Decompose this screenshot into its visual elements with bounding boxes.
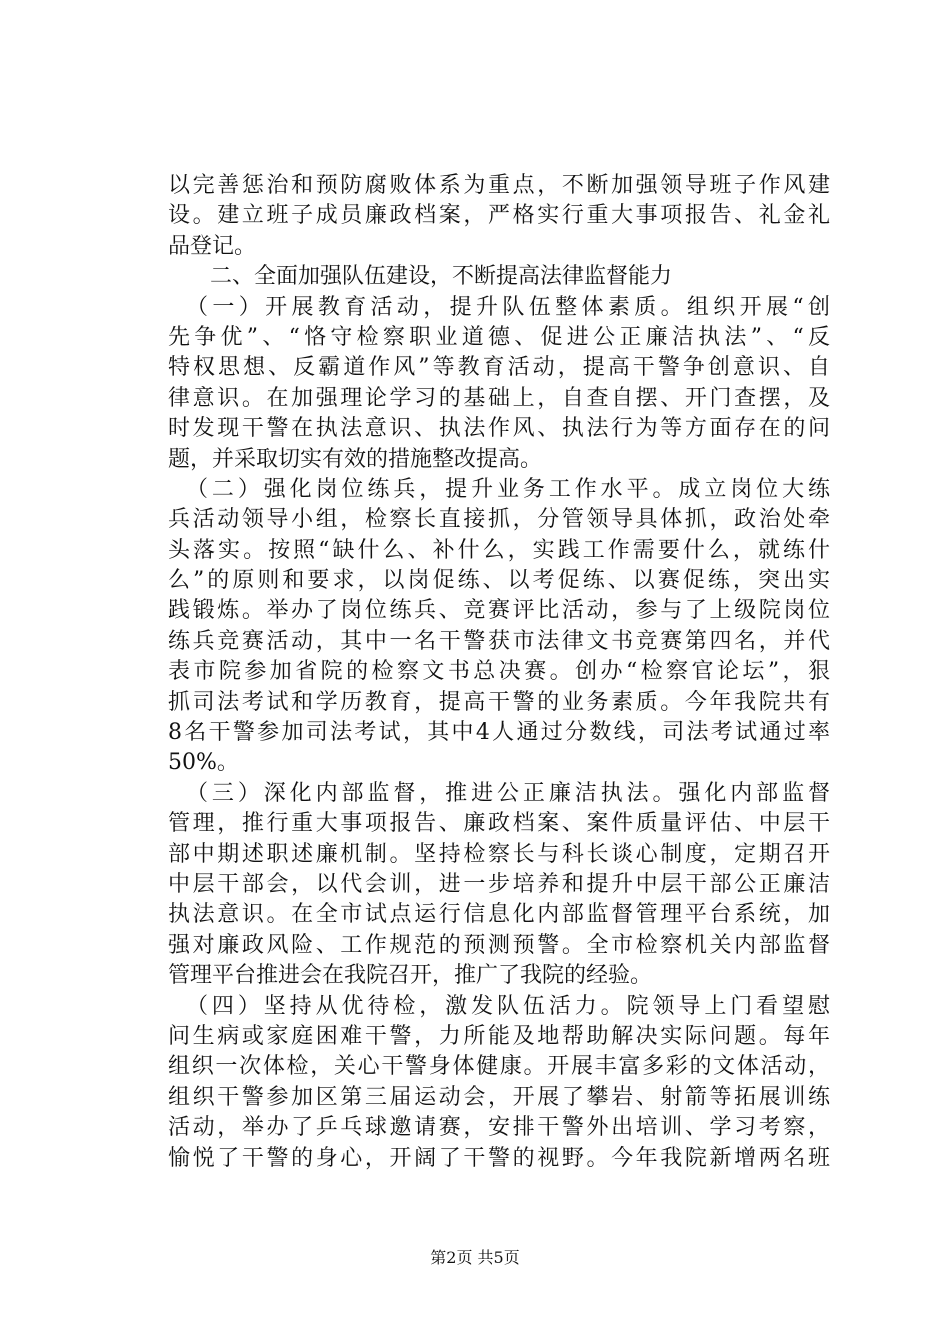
paragraph-line: 管理平台推进会在我院召开，推广了我院的经验。 — [168, 963, 653, 989]
paragraph-line: 题，并采取切实有效的措施整改提高。 — [168, 446, 543, 472]
paragraph-line: 设。建立班子成员廉政档案，严格实行重大事项报告、礼金礼 — [168, 203, 830, 229]
paragraph-line: 活动，举办了乒乓球邀请赛，安排干警外出培训、学习考察， — [168, 1115, 830, 1141]
paragraph-line: 练兵竞赛活动，其中一名干警获市法律文书竞赛第四名，并代 — [168, 628, 830, 654]
paragraph-line: （四）坚持从优待检，激发队伍活力。院领导上门看望慰 — [186, 993, 830, 1019]
paragraph-line: 管理，推行重大事项报告、廉政档案、案件质量评估、中层干 — [168, 811, 830, 837]
paragraph-line: 品登记。 — [168, 233, 257, 259]
section-heading: 二、全面加强队伍建设，不断提高法律监督能力 — [210, 264, 673, 290]
paragraph-line: 部中期述职述廉机制。坚持检察长与科长谈心制度，定期召开 — [168, 841, 830, 867]
paragraph-line: 践锻炼。举办了岗位练兵、竞赛评比活动，参与了上级院岗位 — [168, 598, 830, 624]
page-number-footer: 第2页 共5页 — [430, 1248, 520, 1267]
paragraph-line: 中层干部会，以代会训，进一步培养和提升中层干部公正廉洁 — [168, 871, 830, 897]
paragraph-line: 执法意识。在全市试点运行信息化内部监督管理平台系统，加 — [168, 902, 830, 928]
paragraph-line: 先争优”、“恪守检察职业道德、促进公正廉洁执法”、“反 — [168, 324, 830, 350]
paragraph-line: 律意识。在加强理论学习的基础上，自查自摆、开门查摆，及 — [168, 385, 830, 411]
paragraph-line: 时发现干警在执法意识、执法作风、执法行为等方面存在的问 — [168, 416, 830, 442]
paragraph-line: 表市院参加省院的检察文书总决赛。创办“检察官论坛”，狠 — [168, 659, 830, 685]
paragraph-line: （一）开展教育活动，提升队伍整体素质。组织开展“创 — [186, 294, 830, 320]
document-body — [168, 171, 830, 1174]
paragraph-line: 组织一次体检，关心干警身体健康。开展丰富多彩的文体活动， — [168, 1054, 830, 1080]
paragraph-line: 50%。 — [168, 750, 239, 776]
paragraph-line: 头落实。按照“缺什么、补什么，实践工作需要什么，就练什 — [168, 537, 830, 563]
paragraph-line: 愉悦了干警的身心，开阔了干警的视野。今年我院新增两名班 — [168, 1145, 830, 1171]
paragraph-line: 么”的原则和要求，以岗促练、以考促练、以赛促练，突出实 — [168, 568, 830, 594]
paragraph-line: （三）深化内部监督，推进公正廉洁执法。强化内部监督 — [186, 780, 830, 806]
paragraph-line: （二）强化岗位练兵，提升业务工作水平。成立岗位大练 — [186, 476, 830, 502]
paragraph-line: 8名干警参加司法考试，其中4人通过分数线，司法考试通过率 — [168, 720, 830, 746]
paragraph-line: 组织干警参加区第三届运动会，开展了攀岩、射箭等拓展训练 — [168, 1084, 830, 1110]
paragraph-line: 特权思想、反霸道作风”等教育活动，提高干警争创意识、自 — [168, 355, 830, 381]
paragraph-line: 以完善惩治和预防腐败体系为重点，不断加强领导班子作风建 — [168, 173, 830, 198]
paragraph-line: 强对廉政风险、工作规范的预测预警。全市检察机关内部监督 — [168, 932, 830, 958]
paragraph-line: 抓司法考试和学历教育，提高干警的业务素质。今年我院共有 — [168, 689, 830, 715]
paragraph-line: 问生病或家庭困难干警，力所能及地帮助解决实际问题。每年 — [168, 1023, 830, 1049]
paragraph-line: 兵活动领导小组，检察长直接抓，分管领导具体抓，政治处牵 — [168, 507, 830, 533]
